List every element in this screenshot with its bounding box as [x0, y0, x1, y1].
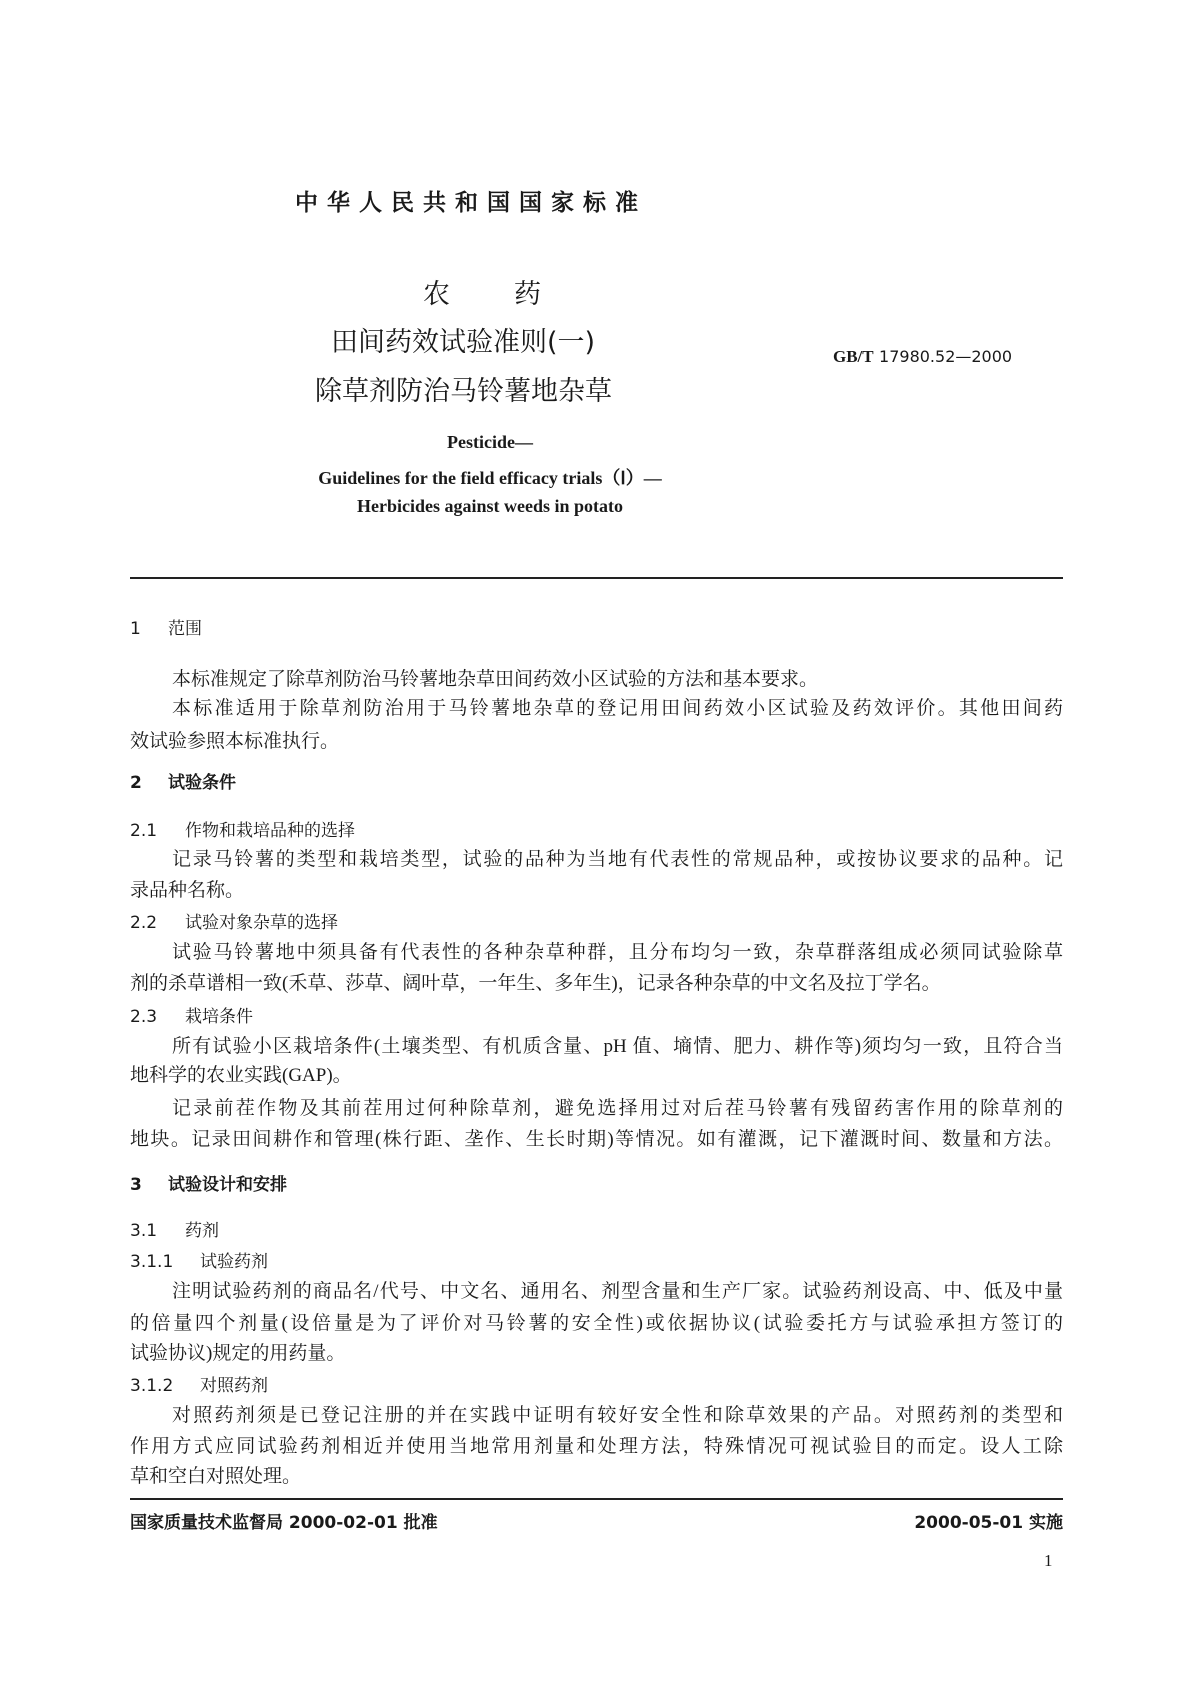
section-heading — [130, 617, 1063, 641]
section-number: 3.1.1 — [130, 1252, 174, 1272]
title-en-line-2: Guidelines for the field efficacy trials（Ⅰ）— — [318, 468, 662, 488]
paragraph-line: 试验协议)规定的用药量。 — [130, 1343, 346, 1364]
section-number: 2 — [130, 773, 142, 793]
section-title: 范围 — [168, 619, 202, 639]
title-cn-word-1: 农 — [423, 279, 450, 310]
paragraph-line: 的倍量四个剂量(设倍量是为了评价对马铃薯的安全性)或依据协议(试验委托方与试验承担方签订的 — [130, 1313, 1063, 1334]
section-title: 药剂 — [185, 1221, 219, 1241]
standard-type: 中华人民共和国国家标准 — [295, 190, 647, 216]
subsection-heading — [130, 1219, 1063, 1243]
footer-divider — [130, 1498, 1063, 1500]
paragraph-line: 录品种名称。 — [130, 880, 245, 901]
subsection-heading — [130, 1374, 1063, 1398]
header-divider — [130, 577, 1063, 579]
paragraph-line: 地块。记录田间耕作和管理(株行距、垄作、生长时期)等情况。如有灌溉，记下灌溉时间、数量和方法。 — [130, 1129, 1063, 1150]
paragraph-line: 效试验参照本标准执行。 — [130, 731, 340, 752]
paragraph-line: 草和空白对照处理。 — [130, 1466, 302, 1487]
paragraph-line: 本标准规定了除草剂防治马铃薯地杂草田间药效小区试验的方法和基本要求。 — [172, 669, 819, 690]
subsection-heading — [130, 1250, 1063, 1274]
title-en-line-1: Pesticide— — [447, 432, 533, 452]
section-title: 作物和栽培品种的选择 — [185, 821, 355, 841]
approval-date: 国家质量技术监督局 2000-02-01 批准 — [130, 1513, 438, 1533]
paragraph-line: 注明试验药剂的商品名/代号、中文名、通用名、剂型含量和生产厂家。试验药剂设高、中、低及中量 — [172, 1281, 1063, 1302]
code-prefix: GB/T — [833, 347, 874, 366]
section-number: 3.1 — [130, 1221, 158, 1241]
section-title: 试验条件 — [168, 773, 236, 793]
section-number: 3.1.2 — [130, 1376, 174, 1396]
paragraph-line: 本标准适用于除草剂防治用于马铃薯地杂草的登记用田间药效小区试验及药效评价。其他田间药 — [172, 698, 1063, 719]
subsection-heading — [130, 1005, 1063, 1029]
code-number: 17980.52—2000 — [879, 347, 1013, 366]
section-number: 2.1 — [130, 821, 158, 841]
section-number: 3 — [130, 1175, 142, 1195]
title-cn-line-2: 田间药效试验准则(一) — [331, 327, 596, 358]
paragraph-line: 地科学的农业实践(GAP)。 — [130, 1065, 352, 1086]
page-number: 1 — [1044, 1551, 1053, 1570]
section-heading — [130, 771, 1063, 795]
section-heading — [130, 1173, 1063, 1197]
title-cn-line-1 — [423, 272, 541, 311]
standard-code — [833, 347, 1012, 367]
paragraph-line: 所有试验小区栽培条件(土壤类型、有机质含量、pH 值、墒情、肥力、耕作等)须均匀一致，且符合当 — [172, 1036, 1063, 1057]
section-number: 2.2 — [130, 913, 158, 933]
section-title: 试验设计和安排 — [168, 1175, 287, 1195]
paragraph-line: 试验马铃薯地中须具备有代表性的各种杂草种群，且分布均匀一致，杂草群落组成必须同试验除草 — [172, 942, 1063, 963]
paragraph-line: 记录前茬作物及其前茬用过何种除草剂，避免选择用过对后茬马铃薯有残留药害作用的除草剂的 — [172, 1098, 1063, 1119]
paragraph-line: 作用方式应同试验药剂相近并使用当地常用剂量和处理方法，特殊情况可视试验目的而定。设人工除 — [130, 1436, 1063, 1457]
section-number: 1 — [130, 619, 141, 639]
subsection-heading — [130, 911, 1063, 935]
paragraph-line: 对照药剂须是已登记注册的并在实践中证明有较好安全性和除草效果的产品。对照药剂的类型和 — [172, 1405, 1063, 1426]
implementation-date: 2000-05-01 实施 — [914, 1513, 1063, 1533]
title-cn-line-3: 除草剂防治马铃薯地杂草 — [315, 376, 612, 407]
section-title: 对照药剂 — [200, 1376, 268, 1396]
section-number: 2.3 — [130, 1007, 158, 1027]
title-cn-word-2: 药 — [514, 279, 541, 310]
title-en-line-3: Herbicides against weeds in potato — [356, 496, 623, 516]
section-title: 栽培条件 — [185, 1007, 253, 1027]
paragraph-line: 剂的杀草谱相一致(禾草、莎草、阔叶草，一年生、多年生)，记录各种杂草的中文名及拉丁学名。 — [130, 973, 941, 994]
subsection-heading — [130, 819, 1063, 843]
section-title: 试验对象杂草的选择 — [185, 913, 338, 933]
paragraph-line: 记录马铃薯的类型和栽培类型，试验的品种为当地有代表性的常规品种，或按协议要求的品种。记 — [172, 849, 1063, 870]
section-title: 试验药剂 — [200, 1252, 268, 1272]
